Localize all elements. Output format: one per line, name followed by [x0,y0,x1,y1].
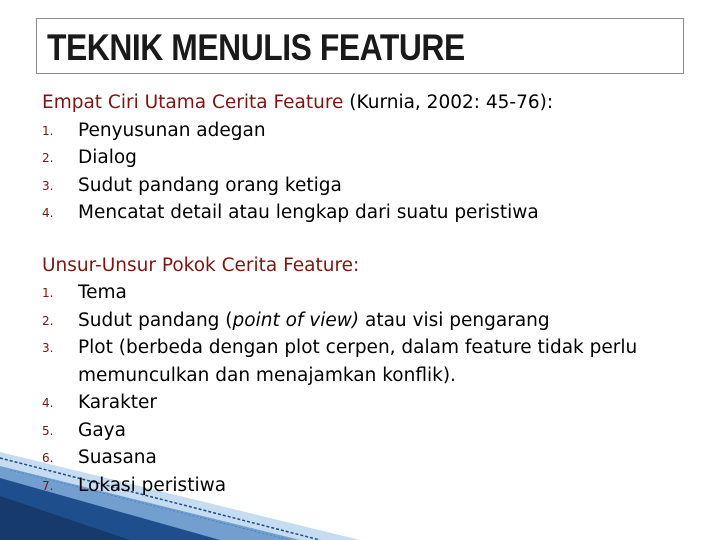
list-item [42,144,682,172]
slide-title: TEKNIK MENULIS FEATURE [47,27,465,68]
list-item [42,279,682,307]
list-item-text: Karakter [78,392,158,413]
list-item [42,472,682,500]
section1-source: (Kurnia, 2002: 45-76): [343,92,554,113]
list-number: 1. [42,286,54,300]
list-item-text: Mencatat detail atau lengkap dari suatu peristiwa [78,202,539,223]
list-item-text-before: Sudut pandang ( [78,309,233,331]
list-item-text: Gaya [78,419,126,441]
list-number: 7. [42,478,54,493]
list-number: 5. [42,423,54,438]
list-item [42,307,682,335]
list-number: 3. [42,178,54,193]
list-number: 2. [42,313,54,328]
section2-list [42,279,682,499]
title-box [36,18,684,74]
slide-content [42,89,682,499]
list-number: 3. [42,341,54,355]
list-item-text: Tema [78,282,127,303]
list-item-text-italic: point of view) [232,309,360,331]
list-number: 4. [42,396,54,410]
list-item-text: Suasana [78,447,157,468]
list-item [42,417,682,445]
section2-heading-line [42,252,682,280]
list-item-text-after: atau visi pengarang [359,309,550,331]
list-number: 6. [42,451,54,465]
list-item [42,199,682,227]
section-spacer [42,227,682,252]
list-item [42,117,682,145]
list-item [42,444,682,472]
list-item-text: Plot (berbeda dengan plot cerpen, dalam feature tidak perlu memunculkan dan menajamkan konflik). [78,337,638,386]
list-item-text: Lokasi peristiwa [78,474,227,496]
list-number: 4. [42,206,54,220]
list-number: 2. [42,151,54,165]
list-item-text: Penyusunan adegan [78,119,266,141]
list-number: 1. [42,123,54,138]
section2-heading: Unsur-Unsur Pokok Cerita Feature: [42,254,360,276]
list-item [42,389,682,417]
section1-list [42,117,682,227]
section1-heading-line [42,89,682,117]
section1-heading: Empat Ciri Utama Cerita Feature [42,92,344,113]
list-item [42,334,682,389]
list-item-text: Dialog [78,147,137,168]
list-item [42,172,682,200]
list-item-text: Sudut pandang orang ketiga [78,174,342,196]
